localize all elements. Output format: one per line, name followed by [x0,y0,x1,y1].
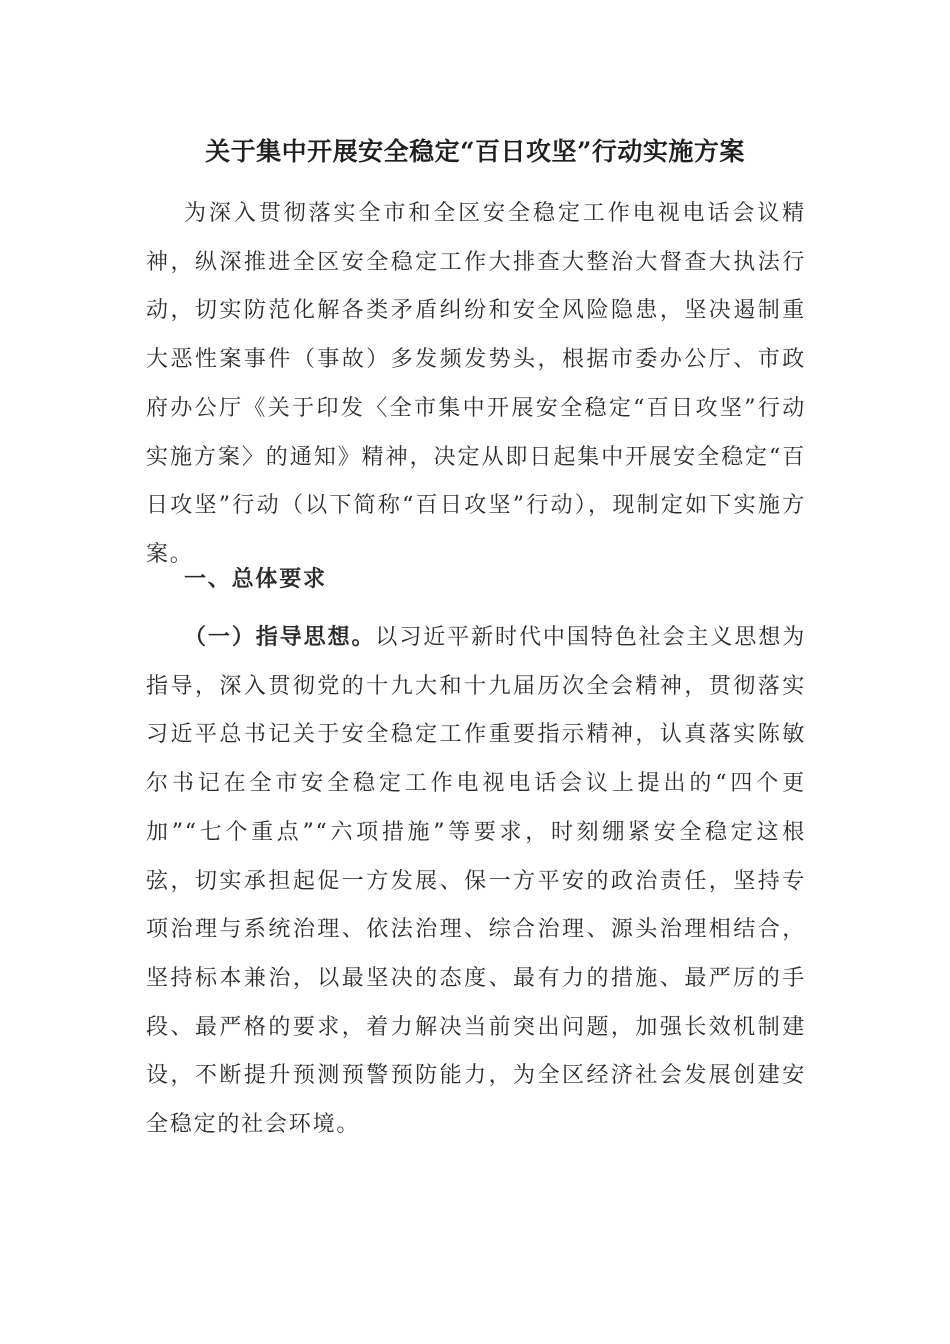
guiding-ideology-lead: （一）指导思想。 [184,624,376,650]
section-heading-overall-requirements: 一、总体要求 [184,566,327,592]
guiding-ideology-body: 以习近平新时代中国特色社会主义思想为指导，深入贯彻党的十九大和十九届历次全会精神，贯彻落实习近平总书记关于安全稳定工作重要指示精神，认真落实陈敏尔书记在全市安全稳定工作电视电话会议上提出的“四个更加”“七个重点”“六项措施”等要求，时刻绷紧安全稳定这根弦，切实承担起促一方发展、保一方平安的政治责任，坚持专项治理与系统治理、依法治理、综合治理、源头治理相结合，坚持标本兼治，以最坚决的态度、最有力的措施、最严厉的手段、最严格的要求，着力解决当前突出问题，加强长效机制建设，不断提升预测预警预防能力，为全区经济社会发展创建安全稳定的社会环境。 [146,625,806,1138]
intro-paragraph: 为深入贯彻落实全市和全区安全稳定工作电视电话会议精神，纵深推进全区安全稳定工作大排查大整治大督查大执法行动，切实防范化解各类矛盾纠纷和安全风险隐患，坚决遏制重大恶性案事件（事故）多发频发势头，根据市委办公厅、市政府办公厅《关于印发〈全市集中开展安全稳定“百日攻坚”行动实施方案〉的通知》精神，决定从即日起集中开展安全稳定“百日攻坚”行动（以下简称“百日攻坚”行动），现制定如下实施方案。 [146,201,806,567]
guiding-ideology-paragraph [146,613,806,1150]
document-title: 关于集中开展安全稳定“百日攻坚”行动实施方案 [205,137,745,166]
